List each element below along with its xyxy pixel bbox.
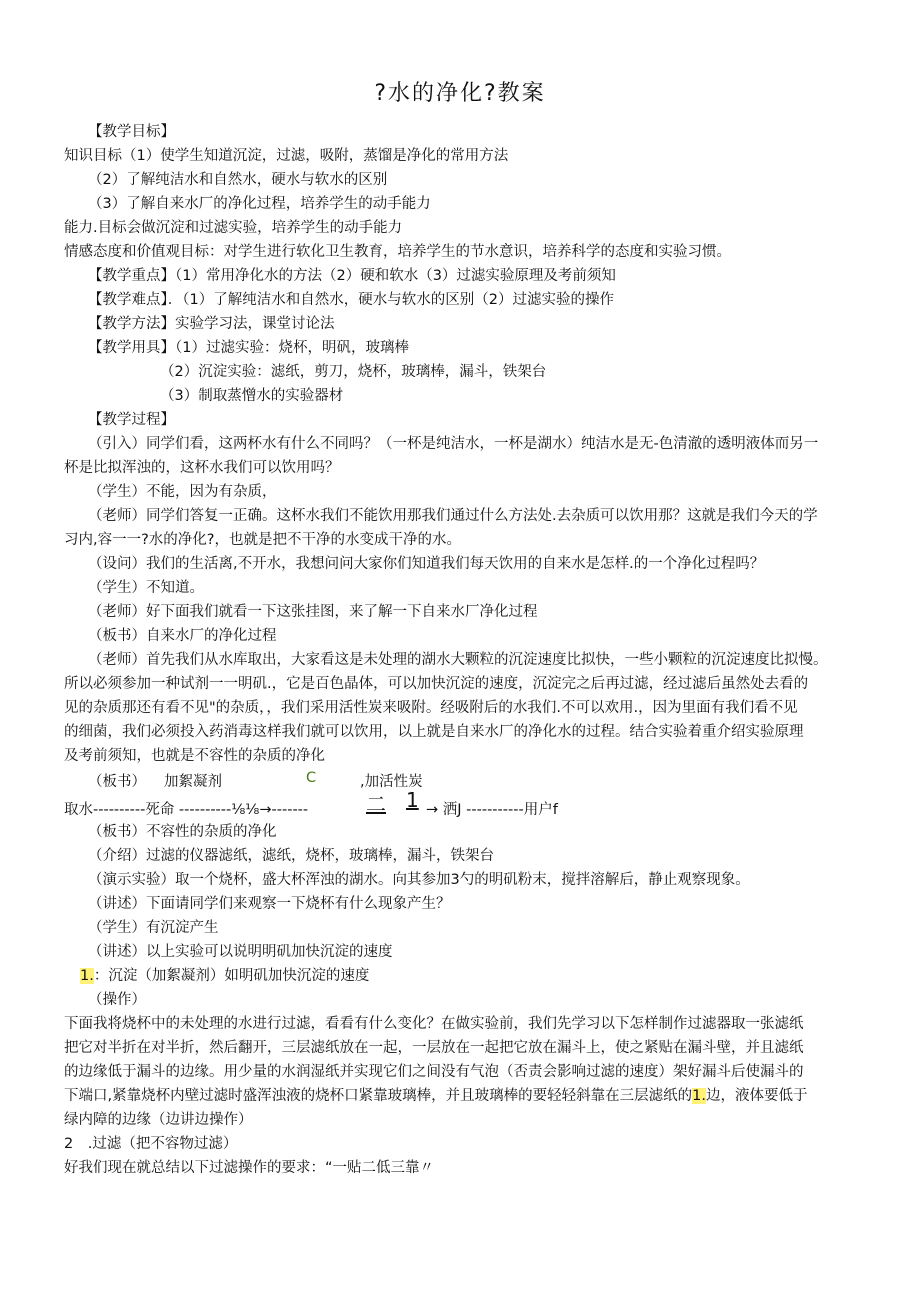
text-line: 下面我将烧杯中的未处理的水进行过滤，看看有什么变化？在做实验前，我们先学习以下怎样制作过滤器取一张滤纸 <box>64 1016 804 1032</box>
flow-row-tail: → 洒J -----------用户f <box>426 802 558 818</box>
text-line: 情感态度和价值观目标：对学生进行软化卫生教育，培养学生的节水意识，培养科学的态度和实验习惯。 <box>64 244 731 260</box>
text-line: 【教学用具】（1）过滤实验：烧杯，明矾，玻璃棒 <box>88 340 409 356</box>
text-line: 见的杂质那还有看不见"的杂质，，我们采用活性炭来吸附。经吸附后的水我们.不可以欢用.，因为里面有我们看不见 <box>64 700 798 716</box>
text-line: 杯是比拟浑浊的，这杯水我们可以饮用吗？ <box>64 460 340 476</box>
text-line: 绿内障的边缘（边讲边操作） <box>64 1112 253 1128</box>
text-line: 【教学方法】实验学习法，课堂讨论法 <box>88 316 335 332</box>
sediment-line <box>80 966 369 986</box>
text-line: 好我们现在就总结以下过滤操作的要求：“一贴二低三靠〃 <box>64 1160 435 1176</box>
text-line: （2）了解纯洁水和自然水，硬水与软水的区别 <box>88 172 388 188</box>
text-line: （学生）不能，因为有杂质， <box>88 484 277 500</box>
text-line: （讲述）以上实验可以说明明矶加快沉淀的速度 <box>88 944 393 960</box>
page-title: ?水的净化?教案 <box>374 81 546 106</box>
text-line: 所以必须参加一种试剂一一明矶.，它是百色晶体，可以加快沉淀的速度，沉淀完之后再过滤，经过滤后虽然处去看的 <box>64 676 809 692</box>
flow-board-label: （板书） <box>88 774 146 790</box>
filter-text-after: 边，液体要低于 <box>705 1088 808 1104</box>
text-line: （老师）好下面我们就看一下这张挂图，来了解一下自来水厂净化过程 <box>88 604 538 620</box>
flow-symbol-2: 1 <box>406 788 419 812</box>
text-line: 【教学难点】．（1）了解纯洁水和自然水，硬水与软水的区别（2）过滤实验的操作 <box>88 292 614 308</box>
text-line: 及考前须知，也就是不容性的杂质的净化 <box>64 748 325 764</box>
text-line: 2 .过滤（把不容物过滤） <box>64 1136 238 1152</box>
sediment-text: ：沉淀（加絮凝剂）如明矶加快沉淀的速度 <box>93 968 370 984</box>
text-line: （操作） <box>88 992 146 1008</box>
text-line: 知识目标（1）使学生知道沉淀，过滤，吸附，蒸馏是净化的常用方法 <box>64 148 509 164</box>
flow-symbol-1: 二 <box>366 792 386 816</box>
text-line: （老师）首先我们从水库取出，大家看这是未处理的湖水大颗粒的沉淀速度比拟快，一些小颗粒的沉淀速度比拟慢。 <box>88 652 828 668</box>
text-line: 【教学重点】（1）常用净化水的方法（2）硬和软水（3）过滤实验原理及考前须知 <box>88 268 616 284</box>
text-line: （老师）同学们答复一正确。这杯水我们不能饮用那我们通过什么方法处.去杂质可以饮用那？这就是我们今天的学 <box>88 508 818 524</box>
flow-row-main: 取水----------死命 ----------⅛⅛→------- <box>64 802 309 818</box>
flow-c-mark: C <box>306 770 317 786</box>
text-line: 习内,容一一?水的净化?，也就是把不干净的水变成干净的水。 <box>64 532 461 548</box>
text-line: 把它对半折在对半折，然后翻开，三层滤纸放在一起，一层放在一起把它放在漏斗上，使之紧贴在漏斗壁，并且滤纸 <box>64 1040 804 1056</box>
text-line: （学生）不知道。 <box>88 580 204 596</box>
text-line: （引入）同学们看，这两杯水有什么不同吗？（一杯是纯洁水，一杯是湖水）纯洁水是无-色清澈的透明液体而另一 <box>88 436 819 452</box>
text-line: （3）了解自来水厂的净化过程，培养学生的动手能力 <box>88 196 431 212</box>
text-line: （演示实验）取一个烧杯，盛大杯浑浊的湖水。向其参加3勺的明矶粉末，搅拌溶解后，静止观察现象。 <box>88 872 750 888</box>
text-line: 的边缘低于漏斗的边缘。用少量的水润湿纸并实现它们之间没有气泡（否责会影响过滤的速度）架好漏斗后使漏斗的 <box>64 1064 804 1080</box>
text-line: 【教学过程】 <box>88 412 175 428</box>
text-line: （板书）不容性的杂质的净化 <box>88 824 277 840</box>
text-line: （讲述）下面请同学们来观察一下烧杯有什么现象产生？ <box>88 896 451 912</box>
filter-highlight-mark: 1. <box>692 1088 706 1104</box>
text-line: 的细菌，我们必须投入药消毒这样我们就可以饮用，以上就是自来水厂的净化水的过程。结合实验着重介绍实验原理 <box>64 724 804 740</box>
text-line: （2）沉淀实验：滤纸，剪刀，烧杯，玻璃棒，漏斗，铁架台 <box>160 364 547 380</box>
text-line: 能力.目标会做沉淀和过滤实验，培养学生的动手能力 <box>64 220 403 236</box>
text-line: （学生）有沉淀产生 <box>88 920 219 936</box>
text-line: （介绍）过滤的仪器滤纸，滤纸，烧杯，玻璃棒，漏斗，铁架台 <box>88 848 494 864</box>
list-number-highlight: 1. <box>80 968 94 984</box>
filter-text-before: 下端口,紧靠烧杯内壁过滤时盛浑浊液的烧杯口紧靠玻璃棒，并且玻璃棒的要轻轻斜靠在三层滤纸的 <box>64 1088 693 1104</box>
flow-carbon-label: ,加活性炭 <box>360 774 423 790</box>
purification-flow-diagram <box>64 770 904 822</box>
text-line: （板书）自来水厂的净化过程 <box>88 628 277 644</box>
flow-coagulant-label: 加絮凝剂 <box>164 774 222 790</box>
text-line: 【教学目标】 <box>88 124 175 140</box>
text-line: （3）制取蒸憎水的实验器材 <box>160 388 344 404</box>
filter-line <box>64 1086 807 1106</box>
text-line: （设问）我们的生活离,不开水，我想问问大家你们知道我们每天饮用的自来水是怎样.的一个净化过程吗？ <box>88 556 765 572</box>
